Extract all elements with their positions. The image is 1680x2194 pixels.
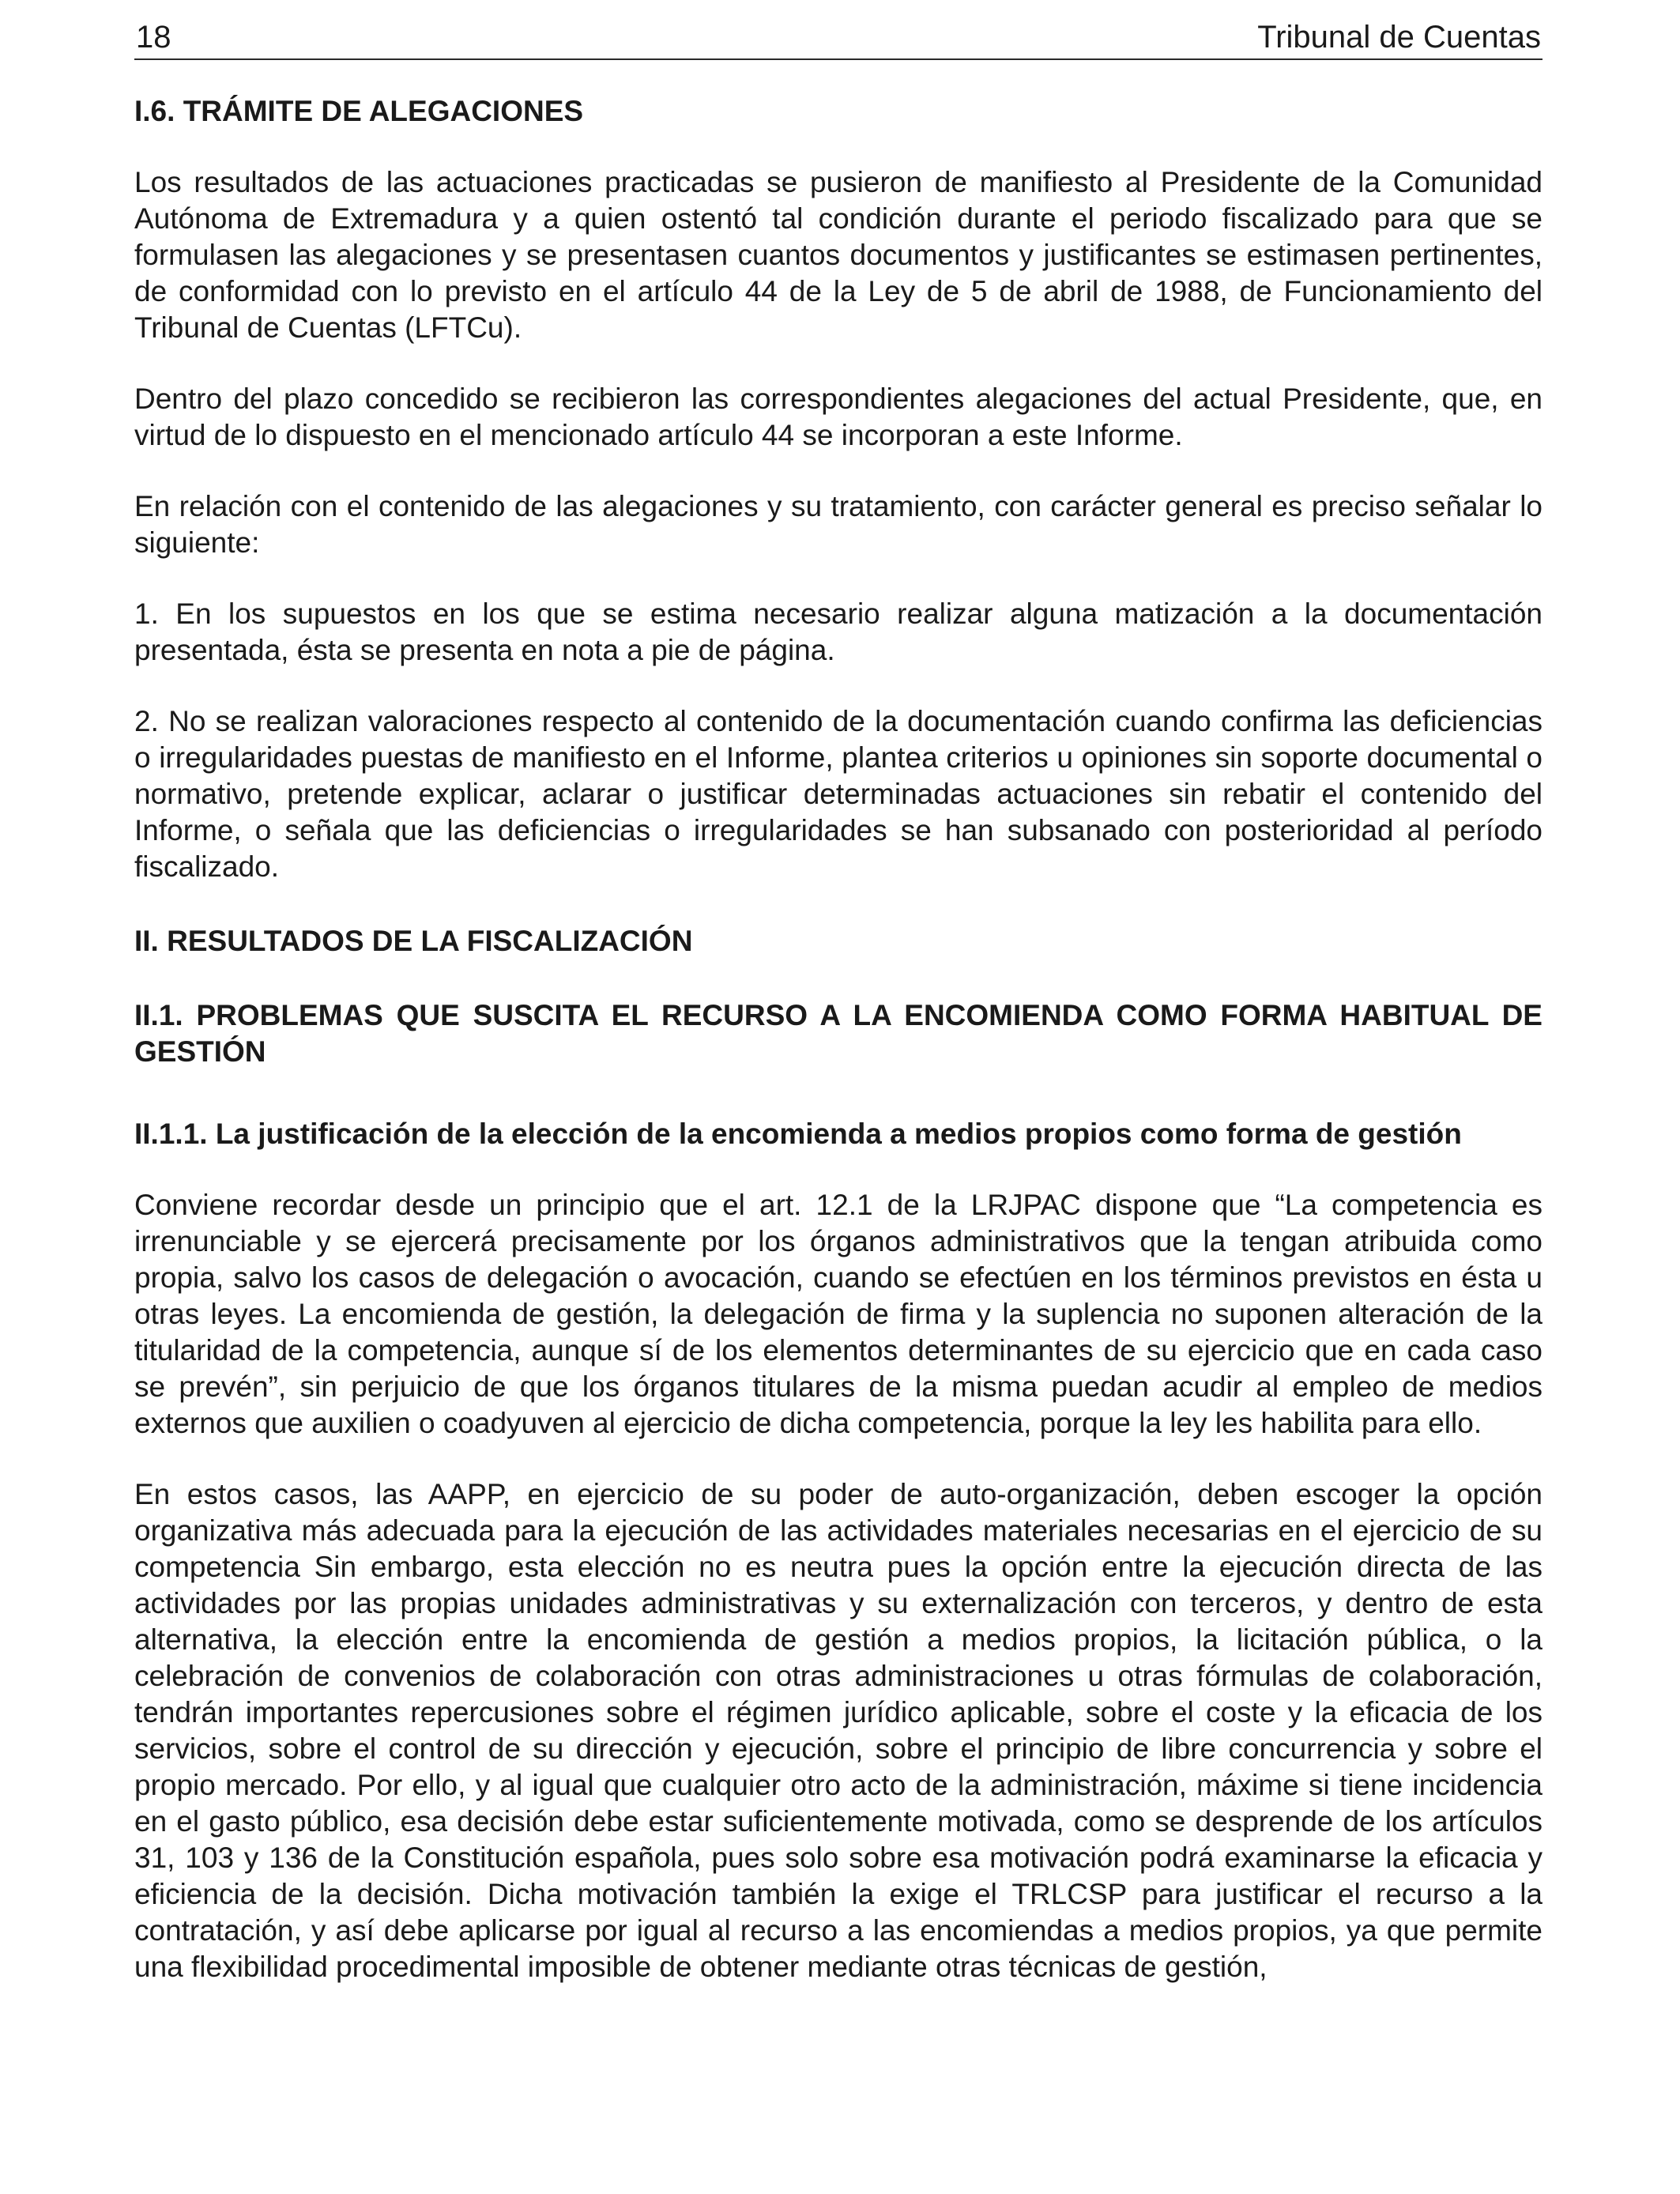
numbered-paragraph-2: 2. No se realizan valoraciones respecto al contenido de la documentación cuando confirma las deficiencias o irregularidades puestas de manifiesto en el Informe, plantea criterios u opiniones sin soporte documental o normativo, pretende explicar, aclarar o justificar determinadas actuaciones sin rebatir el contenido del Informe, o señala que las deficiencias o irregularidades se han subsanado con posterioridad al período fiscalizado. [134,705,1543,883]
paragraph: En relación con el contenido de las alegaciones y su tratamiento, con carácter general es preciso señalar lo siguiente: [134,490,1543,559]
header-title: Tribunal de Cuentas [1257,20,1541,55]
section-heading-tramite-alegaciones: I.6. TRÁMITE DE ALEGACIONES [134,95,584,127]
paragraph: Dentro del plazo concedido se recibieron las correspondientes alegaciones del actual Presidente, que, en virtud de lo dispuesto en el mencionado artículo 44 se incorporan a este Informe. [134,383,1543,451]
subsection-heading-problemas: II.1. PROBLEMAS QUE SUSCITA EL RECURSO A LA ENCOMIENDA COMO FORMA HABITUAL DE GESTIÓN [134,999,1543,1068]
section-heading-resultados: II. RESULTADOS DE LA FISCALIZACIÓN [134,925,693,957]
paragraph: Conviene recordar desde un principio que el art. 12.1 de la LRJPAC dispone que “La competencia es irrenunciable y se ejercerá precisamente por los órganos administrativos que la tengan atribuida como propia, salvo los casos de delegación o avocación, cuando se efectúen en los términos previstos en ésta u otras leyes. La encomienda de gestión, la delegación de firma y la suplencia no suponen alteración de la titularidad de la competencia, aunque sí de los elementos determinantes de su ejercicio que en cada caso se prevén”, sin perjuicio de que los órganos titulares de la misma puedan acudir al empleo de medios externos que auxilien o coadyuven al ejercicio de dicha competencia, porque la ley les habilita para ello. [134,1189,1543,1439]
subsubsection-heading-justificacion: II.1.1. La justificación de la elección de la encomienda a medios propios como forma de gestión [134,1118,1462,1150]
paragraph: En estos casos, las AAPP, en ejercicio de su poder de auto-organización, deben escoger la opción organizativa más adecuada para la ejecución de las actividades materiales necesarias en el ejercicio de su competencia Sin embargo, esta elección no es neutra pues la opción entre la ejecución directa de las actividades por las propias unidades administrativas y su externalización con terceros, y dentro de esta alternativa, la elección entre la encomienda de gestión a medios propios, la licitación pública, o la celebración de convenios de colaboración con otras administraciones u otras fórmulas de colaboración, tendrán importantes repercusiones sobre el régimen jurídico aplicable, sobre el coste y la eficacia de los servicios, sobre el control de su dirección y ejecución, sobre el principio de libre concurrencia y sobre el propio mercado. Por ello, y al igual que cualquier otro acto de la administración, máxime si tiene incidencia en el gasto público, esa decisión debe estar suficientemente motivada, como se desprende de los artículos 31, 103 y 136 de la Constitución española, pues solo sobre esa motivación podrá examinarse la eficacia y eficiencia de la decisión. Dicha motivación también la exige el TRLCSP para justificar el recurso a la contratación, y así debe aplicarse por igual al recurso a las encomiendas a medios propios, ya que permite una flexibilidad procedimental imposible de obtener mediante otras técnicas de gestión, [134,1478,1543,1983]
page-number: 18 [136,20,171,55]
numbered-paragraph-1: 1. En los supuestos en los que se estima necesario realizar alguna matización a la documentación presentada, ésta se presenta en nota a pie de página. [134,598,1543,666]
paragraph: Los resultados de las actuaciones practicadas se pusieron de manifiesto al Presidente de la Comunidad Autónoma de Extremadura y a quien ostentó tal condición durante el periodo fiscalizado para que se formulasen las alegaciones y se presentasen cuantos documentos y justificantes se estimasen pertinentes, de conformidad con lo previsto en el artículo 44 de la Ley de 5 de abril de 1988, de Funcionamiento del Tribunal de Cuentas (LFTCu). [134,166,1543,344]
document-page [134,0,1543,2194]
running-header [134,16,1543,60]
document-body [134,93,1543,1985]
